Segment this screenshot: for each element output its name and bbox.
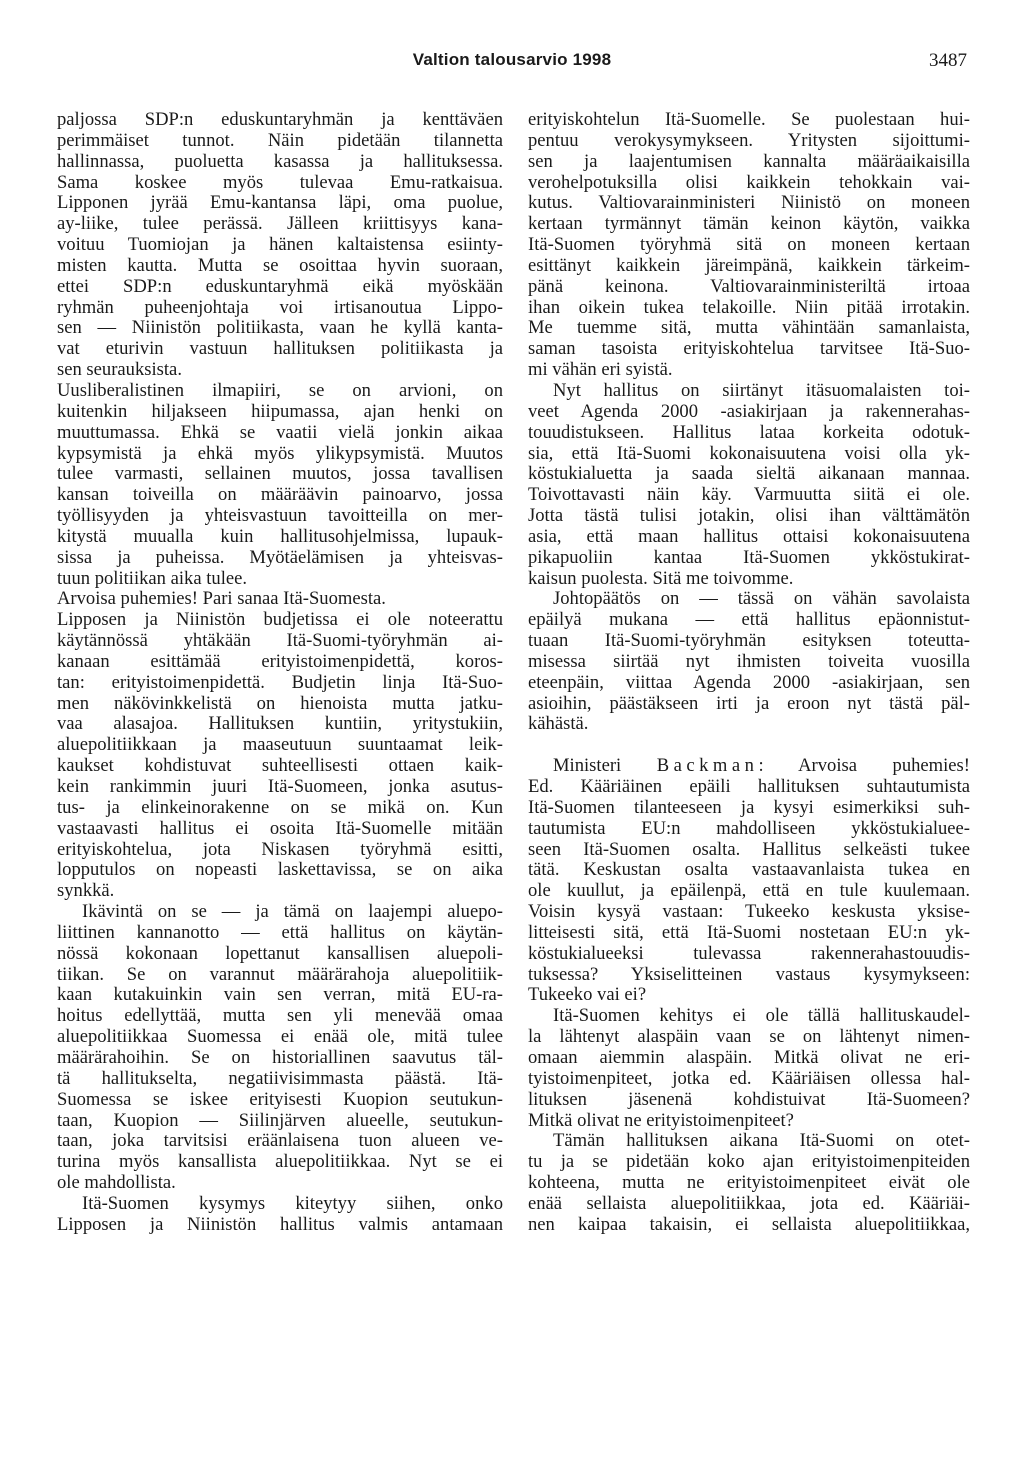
text-line: köstukialueeksi tulevassa rakennerahastouudis- — [528, 942, 970, 964]
text-line: kaan kutakuinkin vain sen verran, mitä EU-ra- — [57, 984, 503, 1006]
text-line: seen Itä-Suomen osalta. Hallitus selkeästi tukee — [528, 838, 970, 860]
text-line: tuun politiikan aika tulee. — [57, 567, 248, 589]
text-line: Suomessa se iskee erityisesti Kuopion seutukun- — [57, 1088, 503, 1110]
text-line: ole kuullut, ja epäilenpä, että en tule kuulemaan. — [528, 880, 970, 902]
text-line: asioihin, päästäkseen irti ja eroon nyt tästä päl- — [528, 692, 970, 714]
text-line: tiikan. Se on varannut määrärahoja aluepolitiik- — [57, 963, 503, 985]
text-line: synkkä. — [57, 880, 115, 902]
text-line: veet Agenda 2000 -asiakirjaan ja rakennerahas- — [528, 400, 970, 422]
text-line: sen seurauksista. — [57, 359, 182, 381]
text-line: ettei SDP:n eduskuntaryhmä eikä myöskään — [57, 275, 503, 297]
text-line: kohteena, mutta ne erityistoimenpiteet eivät ole — [528, 1172, 970, 1194]
text-line: Toivottavasti näin käy. Varmuutta siitä ei ole. — [528, 484, 970, 506]
text-line: Lipposen ja Niinistön budjetissa ei ole noteerattu — [57, 609, 503, 631]
text-line: ryhmän puheenjohtaja voi irtisanoutua Lippo- — [57, 296, 503, 318]
text-line: Itä-Suomen kehitys ei ole tällä hallituskaudel- — [553, 1005, 970, 1027]
text-line: Itä-Suomen kysymys kiteytyy siihen, onko — [82, 1192, 503, 1214]
text-line: erityiskohtelun Itä-Suomelle. Se puolestaan hui- — [528, 109, 970, 130]
text-line: Tämän hallituksen aikana Itä-Suomi on otet- — [553, 1130, 970, 1152]
text-line: taan, joka tarvitsisi eräänlaisena tuon alueen ve- — [57, 1130, 503, 1152]
text-line: nössä kokonaan lopettanut kansallisen aluepoli- — [57, 942, 503, 964]
text-line: hallinnassa, puoluetta kasassa ja hallituksessa. — [57, 150, 503, 172]
text-line: voituu Tuomiojan ja hänen kaltaistensa esiinty- — [57, 234, 503, 256]
text-line: Jotta tästä tulisi jotakin, olisi ihan välttämätön — [528, 505, 970, 527]
page-number: 3487 — [929, 50, 967, 71]
text-line: sia, että Itä-Suomi kokonaisuutena voisi olla yk- — [528, 442, 970, 464]
text-line: lituksen jäsenenä kohdistuivat Itä-Suomeen? — [528, 1088, 970, 1110]
text-line: ay-liike, tulee perässä. Jälleen kriittisyys kana- — [57, 213, 503, 235]
text-line: sissa ja puheissa. Myötäelämisen ja yhteisvas- — [57, 546, 503, 568]
text-line: pentuu verokysymykseen. Yritysten sijoittumi- — [528, 129, 970, 151]
text-line: tyistoimenpiteet, jotka ed. Kääriäisen ollessa hal- — [528, 1067, 970, 1089]
text-line: Nyt hallitus on siirtänyt itäsuomalaisten toi- — [553, 379, 970, 401]
text-line: tan: erityistoimenpidettä. Budjetin linja Itä-Suo- — [57, 671, 503, 693]
text-line: esittänyt kaikkein järeimpänä, kaikkein tärkeim- — [528, 254, 970, 276]
text-line: Voisin kysyä vastaan: Tukeeko keskusta yksise- — [528, 901, 970, 923]
text-line: vaa alasajoa. Hallituksen kuntiin, yritystukiin, — [57, 713, 503, 735]
text-line: enää sellaista aluepolitiikkaa, jota ed. Kääriäi- — [528, 1192, 970, 1214]
text-line: määrärahoihin. Se on historiallinen saavutus täl- — [57, 1046, 503, 1068]
running-header-title: Valtion talousarvio 1998 — [412, 50, 612, 69]
text-line: käytännössä yhtäkään Itä-Suomi-työryhmän ai- — [57, 630, 503, 652]
text-line: kertaan tyrmännyt tämän keinon käytön, vaikka — [528, 213, 970, 235]
text-line: misten kautta. Mutta se osoittaa hyvin suoraan, — [57, 254, 503, 276]
text-line: tus- ja elinkeinorakenne on se mikä on. Kun — [57, 796, 503, 818]
text-line: kuitenkin hiljakseen hiipumassa, ajan henki on — [57, 400, 503, 422]
text-line: pikapuoliin kantaa Itä-Suomen ykköstukirat- — [528, 546, 970, 568]
text-line: la lähtenyt alaspäin vaan se on lähtenyt nimen- — [528, 1026, 970, 1048]
text-line: köstukialuetta ja saada sieltä aikanaan mannaa. — [528, 463, 970, 485]
text-line: kutus. Valtiovarainministeri Niinistö on moneen — [528, 192, 970, 214]
text-line: kein rankimmin juuri Itä-Suomeen, jonka asutus- — [57, 776, 503, 797]
text-line: Lipposen ja Niinistön hallitus valmis antamaan — [57, 1213, 503, 1235]
text-line: taan, Kuopion — Siilinjärven alueelle, seutukun- — [57, 1109, 503, 1131]
text-line: Itä-Suomen työryhmä sitä on moneen kertaan — [528, 234, 970, 256]
text-line: työllisyyden ja yhteisvastuun tavoitteilla on mer- — [57, 505, 503, 527]
text-line: verohelpotuksilla olisi kaikkein tehokkain vai- — [528, 171, 970, 193]
text-line: liittinen kannanotto — että hallitus on käytän- — [57, 921, 503, 943]
text-line: kaisun puolesta. Sitä me toivomme. — [528, 567, 794, 589]
text-line: kähästä. — [528, 713, 589, 735]
text-line: erityiskohtelua, jota Niskasen työryhmä esitti, — [57, 838, 503, 860]
text-line: kansan toiveilla on määräävin painoarvo, jossa — [57, 484, 503, 506]
text-line: misessa siirtää nyt ihmisten toiveita vuosilla — [528, 650, 970, 672]
text-line: Tukeeko vai ei? — [528, 984, 647, 1006]
text-line: kaukset kohdistuvat suhteellisesti ottaen kaik- — [57, 755, 503, 777]
text-line: perimmäiset tunnot. Näin pidetään tilannetta — [57, 129, 503, 151]
text-line: epäilyä mukana — että hallitus epäonnistut- — [528, 609, 970, 631]
text-line: men näkövinkkelistä on hienoista mutta jatku- — [57, 692, 503, 714]
text-line: omaan aiemmin alaspäin. Mitkä olivat ne eri- — [528, 1046, 970, 1068]
text-line: Ed. Kääriäinen epäili hallituksen suhtautumista — [528, 776, 970, 797]
text-line: vat eturivin vastuun hallituksen politiikasta ja — [57, 338, 503, 360]
left-text-column — [57, 110, 503, 1236]
text-line: tulee varmasti, sellainen muutos, jossa tavallisen — [57, 463, 503, 485]
text-line: ihan oikein tukea telakoille. Niin pitää irrotakin. — [528, 296, 970, 318]
text-line: Arvoisa puhemies! Pari sanaa Itä-Suomesta. — [57, 588, 386, 610]
text-line: vastaavasti hallitus ei osoita Itä-Suomelle mitään — [57, 817, 503, 839]
text-line: Itä-Suomen tilanteeseen ja kysyi esimerkiksi suh- — [528, 796, 970, 818]
text-line: turina myös kansallista aluepolitiikkaa. Nyt se ei — [57, 1151, 503, 1173]
text-line: Me tuemme sitä, mutta vähintään samanlaista, — [528, 317, 970, 339]
text-line: litteisesti sitä, että Itä-Suomi nostetaan EU:n yk- — [528, 921, 970, 943]
text-line: tä hallitukselta, negatiivisimmasta päästä. Itä- — [57, 1067, 503, 1089]
text-line: tautumista EU:n mahdolliseen ykköstukialuee- — [528, 817, 970, 839]
text-line: tätä. Keskustan osalta vastaavanlaista tukea en — [528, 859, 970, 881]
text-line: nen kaipaa takaisin, ei sellaista aluepolitiikkaa, — [528, 1213, 970, 1235]
text-line: touudistukseen. Hallitus lataa korkeita odotuk- — [528, 421, 970, 443]
text-line: hoitus edellyttää, mutta sen yli menevää omaa — [57, 1005, 503, 1027]
text-line: pänä keinona. Valtiovarainministeriltä irtoaa — [528, 275, 970, 297]
text-line: Sama koskee myös tulevaa Emu-ratkaisua. — [57, 171, 503, 193]
text-line: mi vähän eri syistä. — [528, 359, 673, 381]
text-line: tuaan Itä-Suomi-työryhmän esityksen toteutta- — [528, 630, 970, 652]
text-line: Lipponen jyrää Emu-kantansa läpi, oma puolue, — [57, 192, 503, 214]
text-line: saman tasoista erityiskohtelua tarvitsee Itä-Suo- — [528, 338, 970, 360]
text-line: paljossa SDP:n eduskuntaryhmän ja kenttäväen — [57, 109, 503, 130]
text-line: kitystä muualla kuin hallitusohjelmissa, lupauk- — [57, 525, 503, 547]
text-line: Ikävintä on se — ja tämä on laajempi aluepo- — [82, 901, 503, 923]
text-line: tu ja se pidetään koko ajan erityistoimenpiteiden — [528, 1151, 970, 1173]
right-text-column — [528, 110, 970, 1236]
text-line: aluepolitiikkaa Suomessa ei enää ole, mitä tulee — [57, 1026, 503, 1048]
text-line: kanaan esittämää erityistoimenpidettä, koros- — [57, 650, 503, 672]
text-line: asia, että maan hallitus ottaisi kokonaisuutena — [528, 525, 970, 547]
text-line: muuttumassa. Ehkä se vaatii vielä jonkin aikaa — [57, 421, 503, 443]
text-line: lopputulos on nopeasti laskettavissa, se on aika — [57, 859, 503, 881]
text-line: Johtopäätös on — tässä on vähän savolaista — [553, 588, 970, 610]
text-line: aluepolitiikkaan ja maaseutuun suuntaamat leik- — [57, 734, 503, 756]
text-line: sen ja laajentumisen kannalta määräaikaisilla — [528, 150, 970, 172]
speaker-line: Ministeri Backman: Arvoisa puhemies! — [553, 755, 970, 777]
text-line: tuksessa? Yksiselitteinen vastaus kysymykseen: — [528, 963, 970, 985]
text-line: ole mahdollista. — [57, 1172, 176, 1194]
text-line: kypsymistä ja ehkä myös ylikypsymistä. Muutos — [57, 442, 503, 464]
text-line: Uusliberalistinen ilmapiiri, se on arvioni, on — [57, 379, 503, 401]
text-line: Mitkä olivat ne erityistoimenpiteet? — [528, 1109, 794, 1131]
text-line: eteenpäin, viittaa Agenda 2000 -asiakirjaan, sen — [528, 671, 970, 693]
text-line: sen — Niinistön politiikasta, vaan he kyllä kanta- — [57, 317, 503, 339]
